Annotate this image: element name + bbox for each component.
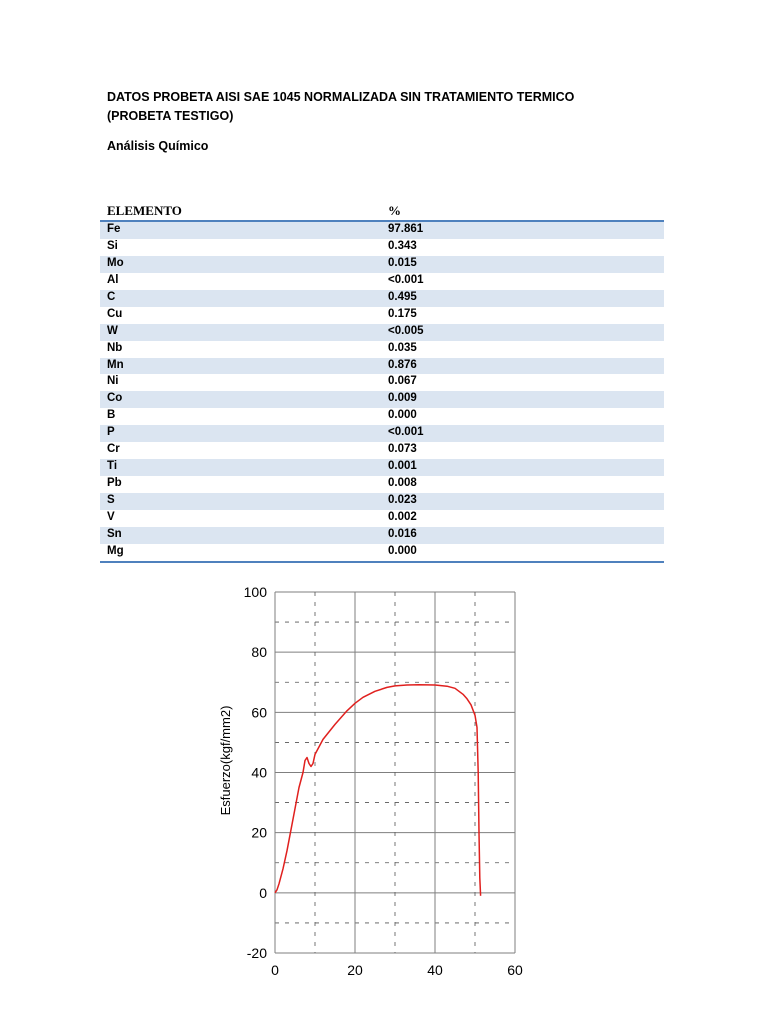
element-cell: Cu: [107, 307, 123, 320]
percent-cell: 0.495: [388, 290, 417, 303]
table-row: [100, 544, 664, 561]
element-cell: Al: [107, 273, 119, 286]
percent-cell: 0.000: [388, 544, 417, 557]
x-tick-label: 40: [427, 962, 443, 978]
percent-cell: 0.001: [388, 460, 417, 473]
element-cell: Mn: [107, 358, 124, 371]
element-cell: S: [107, 494, 115, 506]
percent-cell: 0.002: [388, 510, 417, 523]
section-subheading: Análisis Químico: [107, 139, 209, 153]
x-tick-label: 20: [347, 962, 363, 978]
element-cell: Sn: [107, 527, 122, 540]
table-row: [100, 374, 664, 391]
y-tick-label: 60: [251, 704, 267, 721]
element-cell: Ti: [107, 460, 118, 473]
percent-cell: <0.001: [388, 426, 424, 439]
x-tick-label: 60: [507, 962, 523, 978]
percent-cell: 0.035: [388, 341, 417, 354]
y-tick-label: 100: [243, 584, 267, 600]
series-line: [275, 685, 481, 896]
element-cell: P: [107, 426, 115, 439]
y-tick-label: 80: [251, 644, 267, 661]
y-tick-label: 40: [251, 764, 267, 781]
table-row: [100, 290, 664, 307]
percent-cell: 0.876: [388, 358, 417, 371]
table-row: [100, 256, 664, 273]
table-row: [100, 341, 664, 358]
y-tick-label: -20: [246, 945, 267, 961]
composition-table: [100, 203, 664, 563]
percent-cell: <0.005: [388, 324, 424, 337]
stress-chart: [205, 575, 530, 990]
y-axis-label: Esfuerzo(kgf/mm2): [218, 705, 233, 816]
element-cell: Mg: [107, 544, 124, 557]
table-row: [100, 307, 664, 324]
y-tick-label: 0: [259, 884, 267, 901]
percent-cell: 0.073: [388, 443, 417, 456]
y-tick-label: 20: [251, 824, 267, 841]
element-cell: Mo: [107, 256, 124, 269]
x-tick-label: 0: [271, 962, 279, 978]
table-row: [100, 273, 664, 290]
percent-cell: 0.023: [388, 494, 417, 506]
table-row: [100, 408, 664, 425]
percent-cell: 0.343: [388, 239, 417, 252]
percent-cell: 0.000: [388, 409, 417, 422]
table-row: [100, 324, 664, 341]
element-cell: Ni: [107, 375, 119, 388]
document-heading: DATOS PROBETA AISI SAE 1045 NORMALIZADA SIN TRATAMIENTO TERMICO (PROBETA TESTIGO): [107, 90, 575, 123]
element-cell: Si: [107, 239, 118, 252]
percent-cell: 0.016: [388, 527, 417, 540]
element-cell: C: [107, 290, 116, 303]
table-row: [100, 239, 664, 256]
element-cell: Fe: [107, 223, 121, 235]
table-bottom-border: [100, 561, 664, 563]
header-element: ELEMENTO: [107, 203, 182, 218]
table-row: [100, 510, 664, 527]
table-row: [100, 442, 664, 459]
table-row: [100, 459, 664, 476]
table-row: [100, 222, 664, 239]
table-row: [100, 391, 664, 408]
table-body: [100, 222, 664, 561]
element-cell: B: [107, 409, 116, 422]
table-row: [100, 425, 664, 442]
percent-cell: 0.175: [388, 307, 417, 320]
percent-cell: 0.067: [388, 375, 417, 388]
element-cell: Co: [107, 392, 123, 405]
percent-cell: 0.015: [388, 256, 417, 269]
table-header: [100, 203, 664, 222]
table-row: [100, 493, 664, 510]
percent-cell: 0.008: [388, 477, 417, 490]
table-row: [100, 476, 664, 493]
table-row: [100, 527, 664, 544]
element-cell: V: [107, 510, 115, 523]
element-cell: Pb: [107, 477, 122, 490]
table-row: [100, 358, 664, 375]
percent-cell: <0.001: [388, 273, 424, 286]
header-percent: %: [388, 203, 401, 218]
element-cell: W: [107, 324, 118, 337]
element-cell: Nb: [107, 341, 123, 354]
percent-cell: 0.009: [388, 392, 417, 405]
percent-cell: 97.861: [388, 223, 424, 235]
element-cell: Cr: [107, 443, 120, 456]
